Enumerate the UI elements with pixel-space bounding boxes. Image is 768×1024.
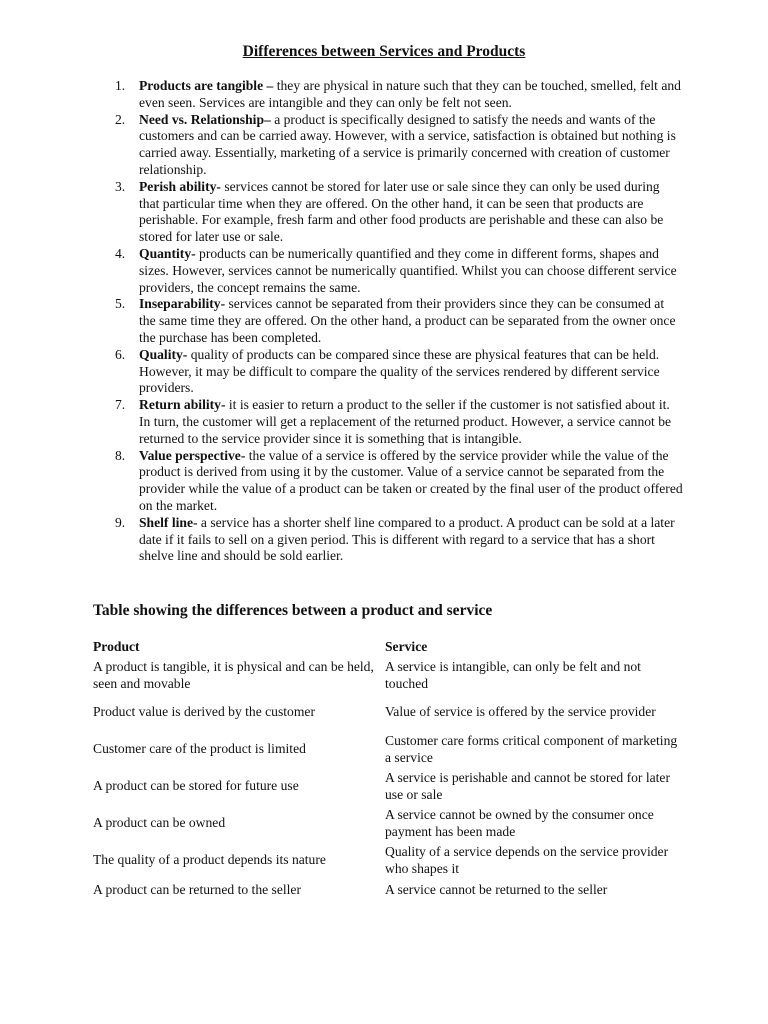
product-cell: Product value is derived by the customer: [93, 704, 315, 720]
service-cell: A service cannot be returned to the seller: [385, 881, 608, 897]
list-item: [113, 179, 683, 246]
service-cell: Quality of a service depends on the service provider who shapes it: [385, 843, 669, 876]
list-item: [113, 515, 683, 565]
list-item: [113, 296, 683, 346]
item-number: 9.: [115, 514, 126, 530]
item-number: 7.: [115, 397, 126, 413]
product-cell: A product can be owned: [93, 815, 226, 831]
table-row: [93, 657, 685, 694]
comparison-table: [93, 637, 685, 901]
table-heading: Table showing the differences between a product and service: [93, 602, 493, 619]
service-cell: A service is perishable and cannot be stored for later use or sale: [385, 769, 670, 802]
item-term: Value perspective-: [139, 447, 246, 463]
item-text: products can be numerically quantified and they come in different forms, shapes and sizes. However, services cannot be numerically quantified. Whilst you can choose different service providers, the concept remains the same.: [139, 245, 677, 295]
table-row: [93, 805, 685, 842]
item-text: services cannot be stored for later use or sale since they can only be used during that particular time when they are offered. On the other hand, it can be seen that products are perishable. For example, fresh farm and other food products are perishable and these can also be stored for later use or sale.: [139, 178, 664, 245]
item-number: 5.: [115, 296, 126, 312]
table-header-row: [93, 637, 685, 657]
differences-list: [113, 78, 683, 565]
table-row: [93, 879, 685, 901]
item-number: 3.: [115, 178, 126, 194]
item-term: Inseparability-: [139, 296, 226, 312]
item-term: Shelf line-: [139, 514, 198, 530]
item-number: 8.: [115, 447, 126, 463]
product-cell: A product is tangible, it is physical and can be held, seen and movable: [93, 658, 374, 691]
service-cell: A service is intangible, can only be felt and not touched: [385, 658, 641, 691]
item-text: quality of products can be compared since these are physical features that can be held. However, it may be difficult to compare the quality of the services rendered by different service providers.: [139, 346, 660, 396]
product-cell: A product can be stored for future use: [93, 778, 299, 794]
service-cell: Customer care forms critical component of marketing a service: [385, 732, 678, 765]
document-title: Differences between Services and Products: [242, 43, 526, 60]
item-text: a product is specifically designed to satisfy the needs and wants of the customers and can be carried away. However, with a service, satisfaction is obtained but nothing is carried away. Essentially, marketing of a service is primarily concerned with creation of customer relationship.: [139, 111, 676, 177]
table-row: [93, 842, 685, 879]
list-item: [113, 246, 683, 296]
item-text: they are physical in nature such that they can be touched, smelled, felt and even seen. Services are intangible and they can only be felt not seen.: [139, 78, 681, 110]
list-item: [113, 347, 683, 397]
list-item: [113, 78, 683, 112]
product-cell: Customer care of the product is limited: [93, 741, 306, 757]
item-text: it is easier to return a product to the seller if the customer is not satisfied about it. In turn, the customer will get a replacement of the returned product. However, a service cannot be returned to the service provider since it is something that is intangible.: [139, 397, 672, 446]
table-row: [93, 768, 685, 805]
table-row: [93, 731, 685, 768]
column-header-product: Product: [93, 638, 140, 654]
item-term: Need vs. Relationship–: [139, 111, 271, 127]
column-header-service: Service: [385, 638, 428, 654]
item-text: the value of a service is offered by the service provider while the value of the product is derived from using it by the customer. Value of a service cannot be separated from the provider while the value of a product can be taken or created by the final user of the product offered on the market.: [139, 447, 683, 513]
item-text: a service has a shorter shelf line compared to a product. A product can be sold at a later date if it fails to sell on a given period. This is different with regard to a service that has a short shelve line and should be sold earlier.: [139, 514, 675, 564]
item-text: services cannot be separated from their providers since they can be consumed at the same time they are offered. On the other hand, a product can be separated from the owner once the purchase has been completed.: [139, 296, 676, 345]
list-item: [113, 397, 683, 447]
item-term: Quality-: [139, 346, 188, 362]
service-cell: Value of service is offered by the service provider: [385, 704, 656, 720]
table-row: [93, 694, 685, 731]
list-item: [113, 112, 683, 179]
service-cell: A service cannot be owned by the consumer once payment has been made: [385, 806, 654, 839]
item-number: 1.: [115, 78, 126, 93]
product-cell: A product can be returned to the seller: [93, 881, 301, 897]
item-term: Perish ability-: [139, 178, 221, 194]
product-cell: The quality of a product depends its nature: [93, 852, 326, 868]
list-item: [113, 448, 683, 515]
item-number: 2.: [115, 111, 126, 127]
item-number: 6.: [115, 346, 126, 362]
item-term: Products are tangible –: [139, 78, 274, 93]
item-term: Quantity-: [139, 245, 196, 261]
item-number: 4.: [115, 245, 126, 261]
item-term: Return ability-: [139, 397, 226, 413]
